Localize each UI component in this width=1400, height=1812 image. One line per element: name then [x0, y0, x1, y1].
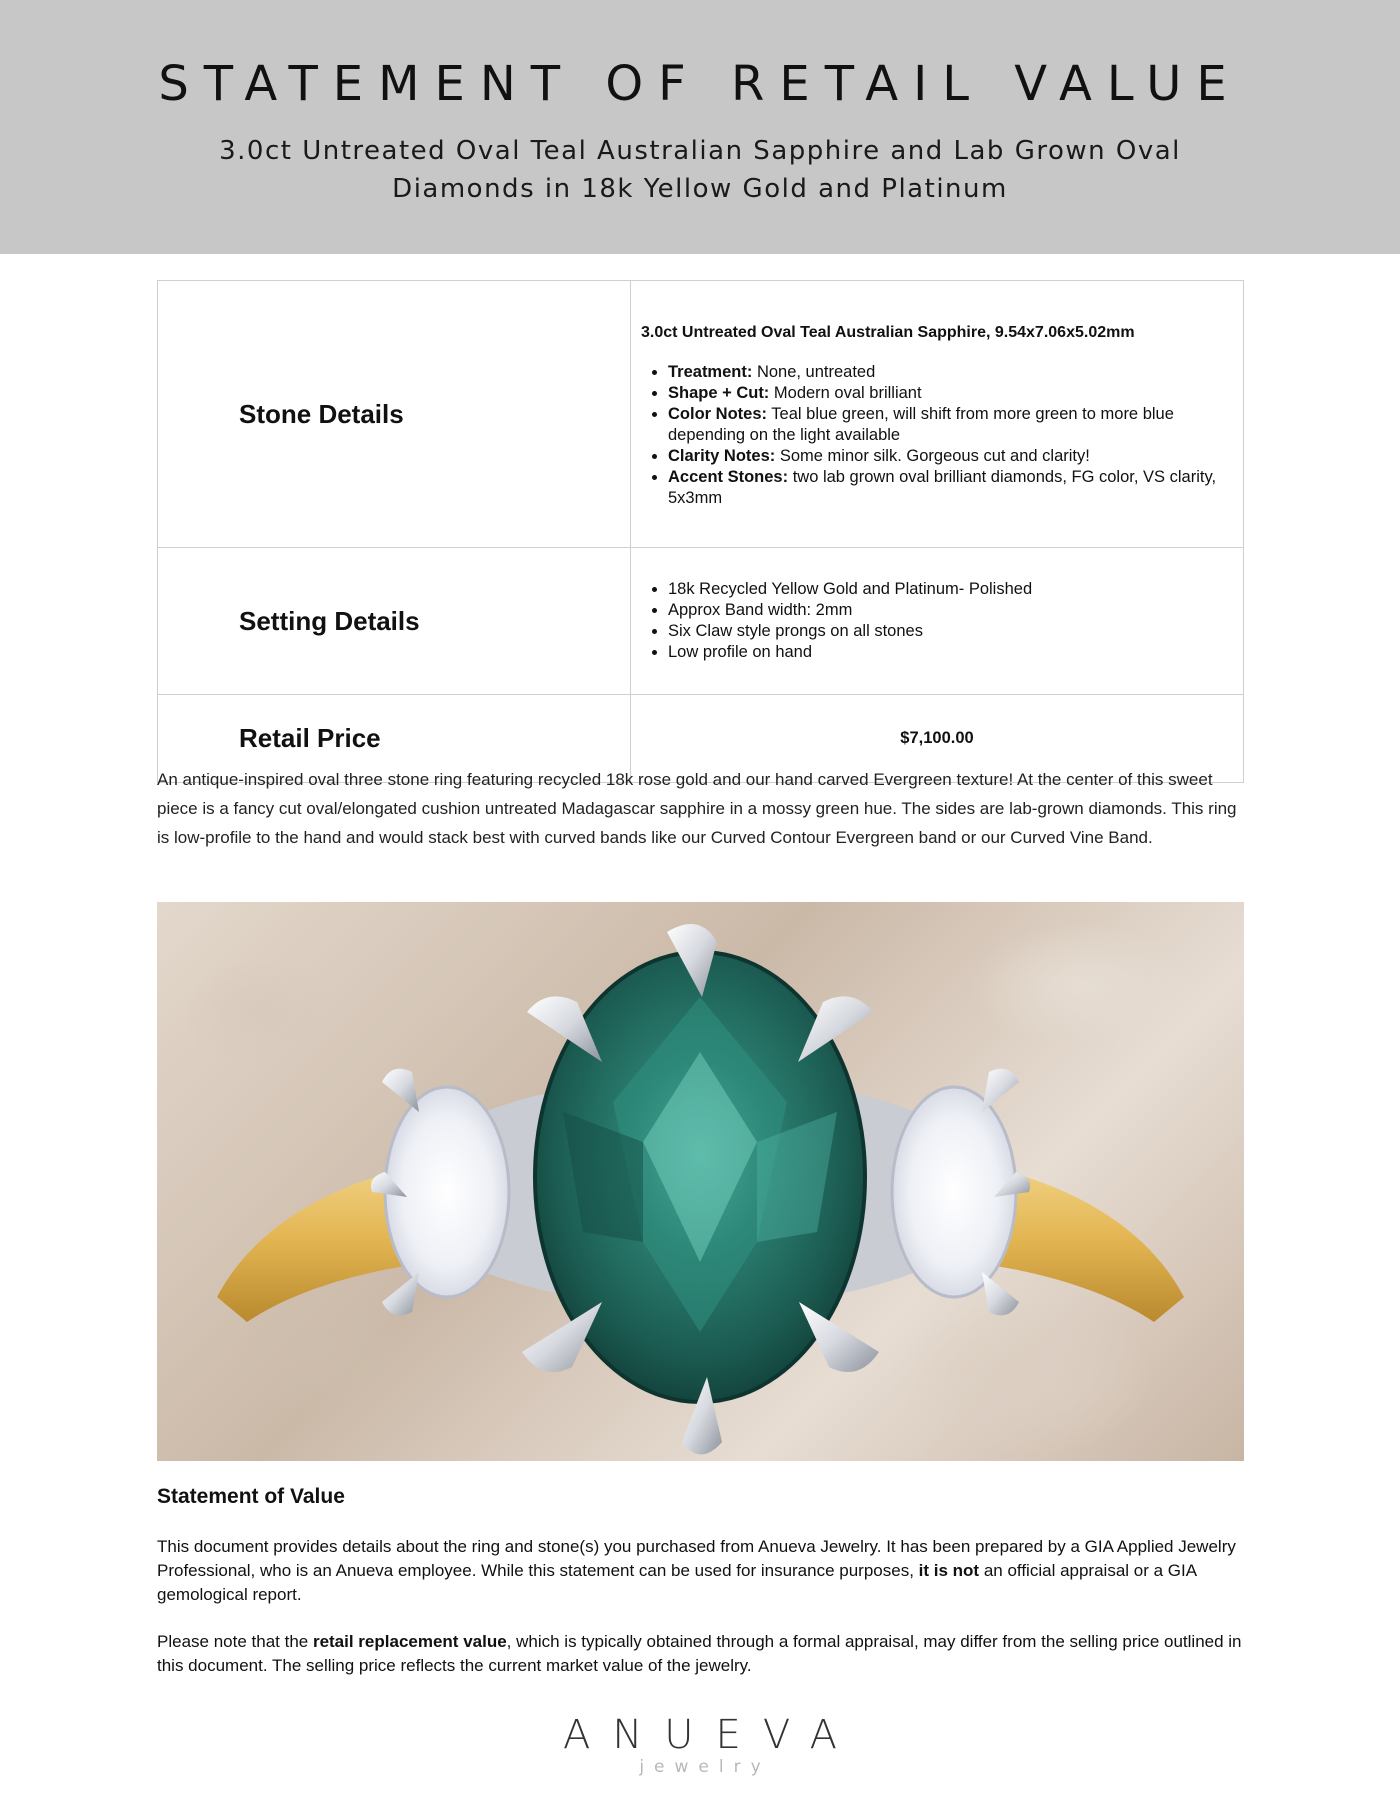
statement-text: an official appraisal or a GIA gemological report.	[157, 1561, 1197, 1604]
list-item: • Low profile on hand	[668, 642, 1219, 663]
statement-paragraph-2	[157, 1630, 1247, 1678]
stone-details-content	[631, 281, 1244, 548]
product-description: An antique-inspired oval three stone ring featuring recycled 18k rose gold and our hand carved Evergreen texture! At the center of this sweet piece is a fancy cut oval/elongated cushion untreated Madagascar sapphire in a mossy green hue. The sides are lab-grown diamonds. This ring is low-profile to the hand and would stack best with curved bands like our Curved Contour Evergreen band or our Curved Vine Band.	[157, 770, 1237, 847]
retail-price-value: $7,100.00	[631, 695, 1244, 783]
page-subtitle: 3.0ct Untreated Oval Teal Australian Sapphire and Lab Grown Oval Diamonds in 18k Yellow Gold and Platinum	[219, 136, 1181, 204]
setting-attributes-list	[641, 579, 1219, 663]
list-item: • 18k Recycled Yellow Gold and Platinum- Polished	[668, 579, 1219, 600]
list-item	[668, 467, 1219, 509]
list-item: • Approx Band width: 2mm	[668, 600, 1219, 621]
attribute-value: two lab grown oval brilliant diamonds, FG color, VS clarity, 5x3mm	[668, 467, 1217, 507]
logo-brand: ANUEVA	[562, 1712, 859, 1758]
header-band	[0, 0, 1400, 254]
ring-photo	[157, 902, 1244, 1461]
logo-subtext: jewelry	[639, 1757, 771, 1777]
statement-text: Please note that the	[157, 1632, 313, 1651]
attribute-key: Treatment:	[668, 362, 753, 381]
list-item: • Six Claw style prongs on all stones	[668, 621, 1219, 642]
attribute-key: Color Notes:	[668, 404, 767, 423]
attribute-value: None, untreated	[752, 362, 876, 381]
stone-title: 3.0ct Untreated Oval Teal Australian Sapphire, 9.54x7.06x5.02mm	[641, 323, 1135, 341]
stone-details-row	[158, 281, 1244, 548]
statement-of-value-title: Statement of Value	[157, 1485, 345, 1508]
attribute-value: Some minor silk. Gorgeous cut and clarity!	[775, 446, 1090, 465]
list-item	[668, 404, 1219, 446]
setting-details-content	[631, 548, 1244, 695]
attribute-value: Teal blue green, will shift from more green to more blue depending on the light available	[668, 404, 1174, 444]
attribute-key: Clarity Notes:	[668, 446, 776, 465]
attribute-key: Shape + Cut:	[668, 383, 770, 402]
list-item	[668, 383, 1219, 404]
list-item	[668, 362, 1219, 383]
statement-text: , which is typically obtained through a formal appraisal, may differ from the selling price outlined in this document. The selling price reflects the current market value of the jewelry.	[157, 1632, 1242, 1675]
setting-details-label: Setting Details	[158, 548, 631, 695]
stone-details-label: Stone Details	[158, 281, 631, 548]
statement-emphasis: it is not	[918, 1561, 980, 1580]
statement-emphasis: retail replacement value	[312, 1632, 507, 1651]
stone-attributes-list	[641, 362, 1219, 509]
details-table	[157, 280, 1244, 783]
page-title: STATEMENT OF RETAIL VALUE	[158, 56, 1242, 112]
statement-paragraph-1	[157, 1535, 1247, 1607]
retail-price-label: Retail Price	[158, 695, 631, 783]
anueva-logo	[0, 1713, 1400, 1777]
list-item	[668, 446, 1219, 467]
setting-details-row	[158, 548, 1244, 695]
attribute-key: Accent Stones:	[668, 467, 789, 486]
attribute-value: Modern oval brilliant	[769, 383, 922, 402]
statement-text: This document provides details about the ring and stone(s) you purchased from Anueva Jewelry. It has been prepared by a GIA Applied Jewelry Professional, who is an Anueva employee. While this statement can be used for insurance purposes,	[157, 1537, 1236, 1580]
